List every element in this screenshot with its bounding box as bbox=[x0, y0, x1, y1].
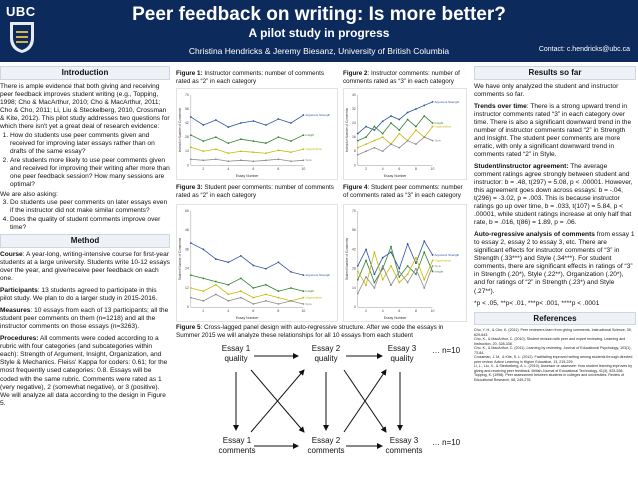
data-point bbox=[265, 294, 267, 296]
data-point bbox=[278, 149, 280, 151]
data-point bbox=[202, 277, 204, 279]
data-point bbox=[278, 118, 280, 120]
data-point bbox=[265, 124, 267, 126]
data-point bbox=[423, 287, 425, 289]
data-point bbox=[252, 120, 254, 122]
data-point bbox=[252, 287, 254, 289]
poster-header bbox=[0, 0, 638, 62]
x-tick-label: 2 bbox=[202, 309, 205, 314]
x-tick-label: 6 bbox=[398, 167, 401, 172]
data-point bbox=[265, 152, 267, 154]
intro-question-list-2 bbox=[10, 199, 170, 232]
data-point bbox=[278, 261, 280, 263]
essay-3-quality: Essay 3 quality bbox=[387, 344, 417, 363]
data-point bbox=[365, 150, 367, 152]
data-point bbox=[415, 262, 417, 264]
data-point bbox=[374, 147, 376, 149]
essay-1-quality: Essay 1 quality bbox=[221, 344, 251, 363]
legend-entry: Insight bbox=[305, 133, 315, 138]
y-tick-label: 42 bbox=[351, 247, 356, 252]
data-point bbox=[278, 290, 280, 292]
data-point bbox=[357, 271, 359, 273]
data-point bbox=[407, 119, 409, 121]
data-point bbox=[398, 133, 400, 135]
data-point bbox=[374, 251, 376, 253]
legend-entry: Organization bbox=[305, 295, 323, 300]
legend-entry: Argument Strength bbox=[305, 112, 331, 117]
data-point bbox=[382, 150, 384, 152]
series-line bbox=[358, 247, 433, 283]
data-point bbox=[357, 133, 359, 135]
data-point bbox=[252, 303, 254, 305]
data-point bbox=[215, 258, 217, 260]
x-tick-label: 8 bbox=[414, 167, 417, 172]
data-point bbox=[365, 276, 367, 278]
data-point bbox=[382, 120, 384, 122]
question-1: 1. How do students use peer comments given and received for improving later essays rather than on drafts of the same essay? bbox=[10, 132, 170, 156]
data-point bbox=[290, 151, 292, 153]
data-point bbox=[415, 273, 417, 275]
series-line bbox=[191, 159, 304, 161]
data-point bbox=[227, 160, 229, 162]
figure-1-caption: Figure 1: Instructor comments: number of comments rated as “2” in each category bbox=[176, 70, 325, 85]
data-point bbox=[398, 271, 400, 273]
data-point bbox=[265, 300, 267, 302]
y-tick-label: 70 bbox=[351, 208, 356, 213]
data-point bbox=[365, 126, 367, 128]
data-point bbox=[357, 293, 359, 295]
results-agreement: Student/instructor agreement: The average comment ratings agree strongly between student and instructor: b = .48, t(297) = 5.08, p < .00001. However, this agreement goes down across essays: b = -.04, t(296) = -3.02, p = .003. This is because instructor ratings go up over time, b = .033, t(107) = 5.84, p < .00001, while student ratings increase at only half that rate, b = .016, t(86) = 1.89, p = .06. bbox=[474, 163, 633, 227]
data-point bbox=[423, 251, 425, 253]
data-point bbox=[415, 129, 417, 131]
legend-entry: Insight bbox=[434, 121, 444, 126]
y-tick-label: 32 bbox=[351, 106, 356, 111]
results-autoregressive: Auto-regressive analysis of comments from essay 1 to essay 2, essay 2 to essay 3, etc. There are significant effects for instructor comments of “3” in Strength (.33***) and Style (.34***). For student comments, there are significant effects in ratings of “3” in Strength (.20*), Style (.22**), Organization (.20*), and for ratings of “2” in Strength (.23*) and Style (.27**). bbox=[474, 231, 635, 295]
data-point bbox=[265, 268, 267, 270]
data-point bbox=[432, 101, 434, 103]
data-point bbox=[382, 279, 384, 281]
data-point bbox=[390, 251, 392, 253]
data-point bbox=[432, 126, 434, 128]
legend-entry: Argument Strength bbox=[434, 99, 460, 104]
y-tick-label: 14 bbox=[351, 285, 356, 290]
data-point bbox=[215, 136, 217, 138]
data-point bbox=[290, 122, 292, 124]
figure-1-chart bbox=[176, 88, 338, 180]
left-column bbox=[0, 66, 170, 412]
data-point bbox=[240, 297, 242, 299]
figure-3-chart bbox=[176, 204, 338, 322]
data-point bbox=[374, 273, 376, 275]
data-point bbox=[190, 134, 192, 136]
quality-ellipsis: … n=10 bbox=[431, 346, 461, 355]
series-line bbox=[191, 147, 304, 153]
significance-legend: *p < .05, **p< .01, ***p< .001, ****p < .0001 bbox=[474, 299, 600, 307]
data-point bbox=[240, 122, 242, 124]
data-point bbox=[398, 268, 400, 270]
data-point bbox=[278, 303, 280, 305]
series-line bbox=[358, 116, 433, 141]
question-4: 4. Does the quality of student comments improve over time? bbox=[10, 216, 170, 232]
y-axis-label: Instructor Number of Comments bbox=[344, 107, 349, 153]
data-point bbox=[252, 151, 254, 153]
data-point bbox=[190, 146, 192, 148]
data-point bbox=[215, 148, 217, 150]
data-point bbox=[365, 143, 367, 145]
data-point bbox=[357, 265, 359, 267]
reference-item: Cho, K., & MacArthur, C. (2011). Learning by reviewing. Journal of Educational Psychology, 103(1), 73-84. bbox=[474, 346, 632, 355]
data-point bbox=[303, 134, 305, 136]
question-2: 2. Are students more likely to use peer comments given and received for improving their writing after more than one peer feedback session? How many sessions are optimal? bbox=[10, 157, 170, 189]
data-point bbox=[398, 276, 400, 278]
x-tick-label: 2 bbox=[365, 167, 368, 172]
y-tick-label: 24 bbox=[185, 266, 189, 271]
data-point bbox=[215, 294, 217, 296]
y-tick-label: 0 bbox=[353, 305, 356, 310]
data-point bbox=[415, 108, 417, 110]
y-tick-label: 0 bbox=[186, 305, 189, 310]
method-procedures: Procedures: All comments were coded according to a rubric with four categories (and subcategories within each): Strength of Argument, Insight, Organization, and Style & Mechanics. Fleiss' Kappa for coders: 0.61; for the most frequently used categories: 0.8. Essays will be coded with the same rubric. Comments were rated as 1 (very negative), 2 (somewhat negative), or 3 (positive). We will analyze all data according to the design in Figure 5. bbox=[0, 335, 168, 407]
data-point bbox=[303, 274, 305, 276]
legend-entry: Style bbox=[305, 302, 312, 307]
data-point bbox=[240, 138, 242, 140]
poster-title: Peer feedback on writing: Is more better? bbox=[132, 4, 506, 25]
data-point bbox=[415, 268, 417, 270]
x-tick-label: 4 bbox=[381, 167, 384, 172]
y-tick-label: 24 bbox=[351, 121, 356, 126]
data-point bbox=[423, 115, 425, 117]
legend-entry: Organization bbox=[434, 258, 452, 263]
data-point bbox=[290, 287, 292, 289]
data-point bbox=[190, 297, 192, 299]
x-axis-label: Essay Number bbox=[383, 174, 407, 179]
data-point bbox=[357, 140, 359, 142]
data-point bbox=[432, 271, 434, 273]
data-point bbox=[423, 105, 425, 107]
essay-2-comments: Essay 2 comments bbox=[307, 436, 345, 455]
data-point bbox=[432, 140, 434, 142]
data-point bbox=[365, 260, 367, 262]
data-point bbox=[252, 160, 254, 162]
data-point bbox=[382, 136, 384, 138]
series-line bbox=[358, 102, 433, 134]
figure-4-caption: Figure 4: Student peer comments: number of comments rated as “3” in each category bbox=[343, 184, 463, 199]
data-point bbox=[415, 126, 417, 128]
data-point bbox=[432, 122, 434, 124]
data-point bbox=[374, 129, 376, 131]
y-tick-label: 60 bbox=[185, 208, 189, 213]
legend-entry: Organization bbox=[434, 124, 452, 129]
method-heading: Method bbox=[0, 234, 170, 248]
reference-item: Cho, Y. H., & Cho, K. (2011). Peer reviewers learn from giving comments. Instructional Science, 39, 629-643. bbox=[474, 328, 632, 337]
data-point bbox=[202, 140, 204, 142]
data-point bbox=[215, 284, 217, 286]
data-point bbox=[227, 142, 229, 144]
data-point bbox=[415, 257, 417, 259]
data-point bbox=[278, 136, 280, 138]
data-point bbox=[202, 290, 204, 292]
data-point bbox=[227, 284, 229, 286]
data-point bbox=[278, 158, 280, 160]
data-point bbox=[190, 242, 192, 244]
cross-lagged-diagram bbox=[176, 344, 466, 474]
data-point bbox=[252, 265, 254, 267]
data-point bbox=[357, 279, 359, 281]
y-tick-label: 12 bbox=[185, 285, 189, 290]
y-tick-label: 56 bbox=[185, 106, 189, 111]
data-point bbox=[365, 284, 367, 286]
data-point bbox=[407, 112, 409, 114]
method-participants: Participants: 13 students agreed to participate in this pilot study. We plan to do a larger study in 2015-2016. bbox=[0, 287, 158, 303]
x-axis-label: Essay Number bbox=[383, 316, 407, 321]
data-point bbox=[374, 282, 376, 284]
y-tick-label: 0 bbox=[186, 163, 189, 168]
x-tick-label: 2 bbox=[202, 167, 205, 172]
data-point bbox=[290, 300, 292, 302]
data-point bbox=[190, 274, 192, 276]
data-point bbox=[390, 143, 392, 145]
data-point bbox=[265, 142, 267, 144]
right-column bbox=[474, 66, 636, 382]
results-heading: Results so far bbox=[474, 66, 636, 80]
x-axis-label: Essay Number bbox=[235, 174, 259, 179]
y-tick-label: 16 bbox=[351, 135, 356, 140]
data-point bbox=[374, 140, 376, 142]
data-point bbox=[303, 159, 305, 161]
data-point bbox=[252, 140, 254, 142]
data-point bbox=[227, 261, 229, 263]
data-point bbox=[407, 265, 409, 267]
x-tick-label: 2 bbox=[365, 309, 368, 314]
data-point bbox=[227, 152, 229, 154]
data-point bbox=[407, 243, 409, 245]
series-line bbox=[358, 137, 433, 155]
data-point bbox=[190, 158, 192, 160]
x-tick-label: 4 bbox=[227, 309, 230, 314]
ubc-logo: UBC bbox=[6, 4, 42, 56]
y-tick-label: 70 bbox=[185, 92, 189, 97]
data-point bbox=[303, 114, 305, 116]
data-point bbox=[407, 273, 409, 275]
reference-item: Cho, K., & MacArthur, C. (2010). Student revision with peer and expert reviewing. Learning and Instruction, 20, 328-338. bbox=[474, 337, 626, 346]
reference-item: Topping, K. (1998). Peer assessment between students in colleges and universities. Review of Educational Research, 68, 249-276. bbox=[474, 373, 625, 382]
legend-entry: Style bbox=[434, 138, 442, 143]
data-point bbox=[303, 148, 305, 150]
data-point bbox=[190, 287, 192, 289]
data-point bbox=[290, 160, 292, 162]
data-point bbox=[357, 147, 359, 149]
x-tick-label: 4 bbox=[381, 309, 384, 314]
data-point bbox=[303, 303, 305, 305]
intro-heading: Introduction bbox=[0, 66, 170, 80]
data-point bbox=[423, 279, 425, 281]
figure-2-chart bbox=[343, 88, 467, 180]
data-point bbox=[407, 282, 409, 284]
legend-entry: Style bbox=[305, 158, 312, 163]
question-3: 3. Do students use peer comments on later essays even if the instructor did not make similar comments? bbox=[10, 199, 170, 215]
data-point bbox=[278, 297, 280, 299]
series-line bbox=[358, 127, 433, 148]
data-point bbox=[290, 271, 292, 273]
figure-5-caption: Figure 5: Cross-lagged panel design with auto-regressive structure. After we code the essays in Summer 2015 we will analyze these relationships for all 10 essays from each student bbox=[176, 324, 444, 339]
data-point bbox=[303, 290, 305, 292]
x-tick-label: 8 bbox=[414, 309, 417, 314]
method-measures: Measures: 10 essays from each of 13 participants; all the student peer comments on them (n=1218) and all the instructor comments on those essays (n=3263). bbox=[0, 307, 169, 331]
y-tick-label: 40 bbox=[351, 92, 356, 97]
data-point bbox=[227, 294, 229, 296]
legend-entry: Argument Strength bbox=[305, 273, 331, 278]
data-point bbox=[432, 254, 434, 256]
results-intro: We have only analyzed the student and instructor comments so far. bbox=[474, 82, 619, 98]
legend-entry: Insight bbox=[305, 289, 315, 294]
contact-info: Contact: c.hendricks@ubc.ca bbox=[538, 46, 630, 53]
data-point bbox=[398, 129, 400, 131]
data-point bbox=[423, 136, 425, 138]
intro-also: We are also asking: bbox=[0, 191, 58, 199]
reference-item: Crossman, J. M., & Kite, S. L. (2012). Facilitating improved writing among students through directed peer review. Active Learning in Higher Education, 13, 219-229. bbox=[474, 355, 633, 364]
data-point bbox=[382, 133, 384, 135]
data-point bbox=[202, 150, 204, 152]
data-point bbox=[374, 287, 376, 289]
y-tick-label: 14 bbox=[185, 149, 189, 154]
references-list bbox=[474, 328, 636, 382]
y-tick-label: 8 bbox=[353, 149, 356, 154]
data-point bbox=[202, 300, 204, 302]
series-line bbox=[191, 294, 304, 304]
data-point bbox=[398, 282, 400, 284]
series-line bbox=[358, 266, 433, 294]
references-heading: References bbox=[474, 312, 636, 326]
legend-entry: Organization bbox=[305, 147, 323, 152]
x-tick-label: 6 bbox=[252, 309, 255, 314]
y-tick-label: 42 bbox=[185, 121, 189, 126]
figure-4-chart bbox=[343, 204, 467, 322]
x-tick-label: 10 bbox=[301, 309, 306, 314]
data-point bbox=[202, 249, 204, 251]
data-point bbox=[265, 284, 267, 286]
data-point bbox=[215, 119, 217, 121]
data-point bbox=[390, 122, 392, 124]
data-point bbox=[240, 277, 242, 279]
x-tick-label: 8 bbox=[277, 309, 280, 314]
y-tick-label: 56 bbox=[351, 228, 356, 233]
data-point bbox=[252, 297, 254, 299]
data-point bbox=[365, 136, 367, 138]
intro-paragraph: There is ample evidence that both giving and receiving peer feedback improves student writing (e.g., Topping, 1998; Cho & MacArthur, 2010; Cho & MacArthur, 2011; Cho & Cho, 2011; Li, Liu & Steckelberg, 2010, Crossman & Kite, 2012). This pilot study addresses two questions for which there isn't yet a great deal of research evidence: bbox=[0, 82, 170, 130]
y-tick-label: 0 bbox=[353, 163, 356, 168]
data-point bbox=[357, 154, 359, 156]
data-point bbox=[390, 246, 392, 248]
y-axis-label: Student Number of Comments bbox=[177, 237, 182, 281]
data-point bbox=[202, 124, 204, 126]
essay-2-quality: Essay 2 quality bbox=[311, 344, 341, 363]
series-line bbox=[191, 115, 304, 127]
y-tick-label: 28 bbox=[351, 266, 356, 271]
data-point bbox=[382, 257, 384, 259]
y-tick-label: 36 bbox=[185, 247, 189, 252]
data-point bbox=[398, 119, 400, 121]
data-point bbox=[240, 255, 242, 257]
data-point bbox=[390, 265, 392, 267]
essay-3-comments: Essay 3 comments bbox=[385, 436, 423, 455]
x-tick-label: 4 bbox=[227, 167, 230, 172]
data-point bbox=[432, 260, 434, 262]
x-tick-label: 10 bbox=[430, 167, 435, 172]
data-point bbox=[202, 159, 204, 161]
x-tick-label: 10 bbox=[430, 309, 435, 314]
figure-3-caption: Figure 3: Student peer comments: number of comments rated as “2” in each category bbox=[176, 184, 334, 199]
data-point bbox=[240, 159, 242, 161]
data-point bbox=[265, 159, 267, 161]
data-point bbox=[303, 297, 305, 299]
reference-item: Li, L., Liu, X., & Steckelberg, A. L. (2010). Assessor or assessee: How student learning improves by giving and receiving peer feedback. British Journal of Educational Technology, 41(3), 525-536. bbox=[474, 364, 633, 373]
data-point bbox=[290, 140, 292, 142]
data-point bbox=[240, 150, 242, 152]
data-point bbox=[215, 281, 217, 283]
data-point bbox=[190, 116, 192, 118]
data-point bbox=[407, 140, 409, 142]
legend-entry: Argument Strength bbox=[434, 252, 460, 257]
data-point bbox=[215, 158, 217, 160]
data-point bbox=[423, 240, 425, 242]
intro-question-list bbox=[10, 132, 170, 189]
series-line bbox=[191, 135, 304, 143]
method-course: Course: A year-long, writing-intensive course for first-year students at a large university. Students write 10-12 essays over the year, and give/receive peer feedback on each one. bbox=[0, 251, 170, 283]
y-tick-label: 48 bbox=[185, 228, 189, 233]
figure-2-caption: Figure 2: Instructor comments: number of comments rated as “3” in each category bbox=[343, 70, 460, 85]
data-point bbox=[390, 115, 392, 117]
data-point bbox=[240, 290, 242, 292]
poster-subtitle: A pilot study in progress bbox=[248, 26, 390, 40]
data-point bbox=[415, 143, 417, 145]
x-tick-label: 8 bbox=[277, 167, 280, 172]
legend-entry: Insight bbox=[434, 269, 444, 274]
data-point bbox=[398, 147, 400, 149]
results-trends: Trends over time: There is a strong upward trend in instructor comments rated “3” in each category over time. There is also a significant downward trend in the number of instructor comments rated “2” in Strength and Insight. The student peer comments are more erratic, with only a significant downward trend in comments rated “2” in Style. bbox=[474, 102, 632, 158]
y-axis-label: Instructor Number of Comments bbox=[177, 107, 182, 153]
data-point bbox=[227, 300, 229, 302]
data-point bbox=[432, 265, 434, 267]
x-tick-label: 6 bbox=[398, 309, 401, 314]
data-point bbox=[390, 284, 392, 286]
x-tick-label: 10 bbox=[301, 167, 306, 172]
y-tick-label: 28 bbox=[185, 135, 189, 140]
data-point bbox=[374, 126, 376, 128]
poster-authors: Christina Hendricks & Jeremy Biesanz, University of British Columbia bbox=[188, 46, 450, 56]
x-axis-label: Essay Number bbox=[235, 316, 259, 321]
x-tick-label: 6 bbox=[252, 167, 255, 172]
legend-entry: Style bbox=[434, 263, 442, 268]
data-point bbox=[365, 249, 367, 251]
data-point bbox=[227, 126, 229, 128]
essay-1-comments: Essay 1 comments bbox=[218, 436, 256, 455]
series-line bbox=[191, 243, 304, 275]
y-axis-label: Student Number of Comments bbox=[344, 237, 349, 281]
data-point bbox=[382, 265, 384, 267]
comments-ellipsis: … n=10 bbox=[431, 438, 461, 447]
